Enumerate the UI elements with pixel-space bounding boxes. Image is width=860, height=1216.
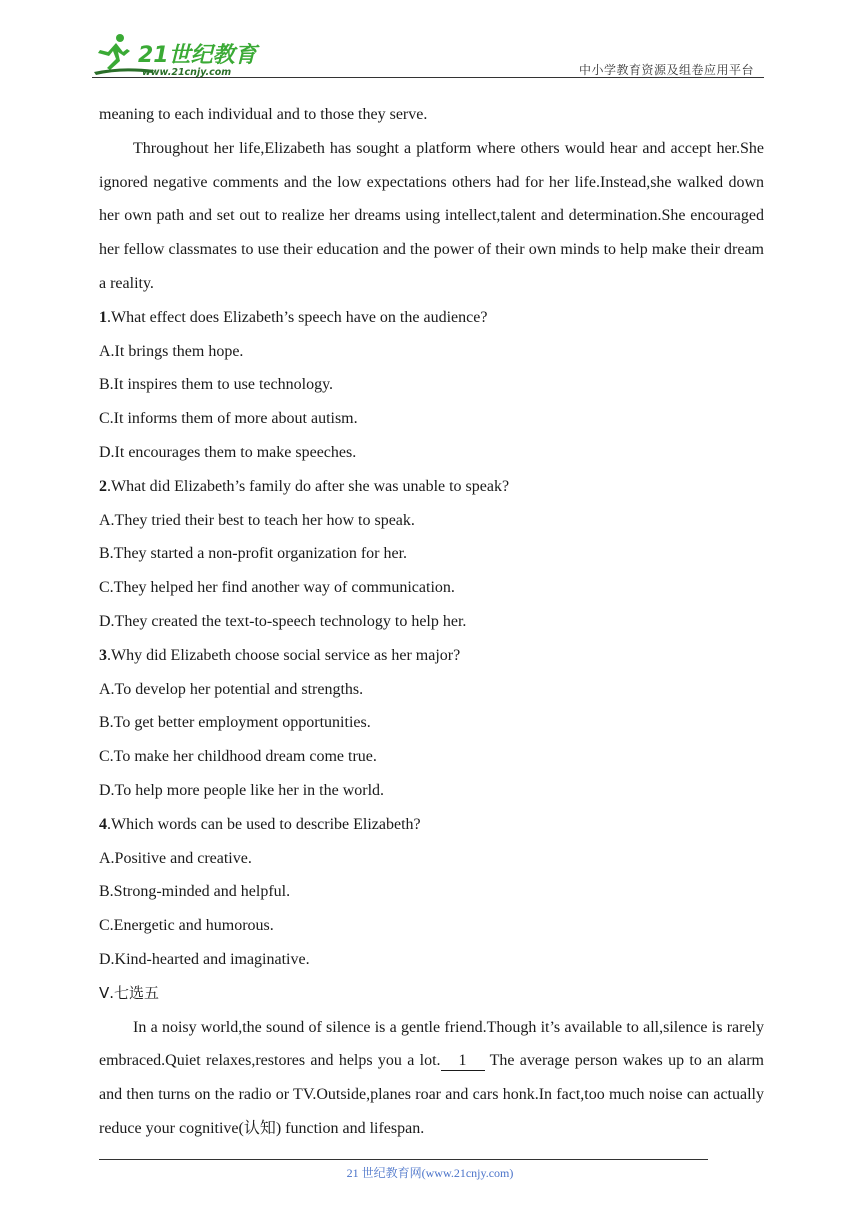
option-c: C.It informs them of more about autism. (99, 410, 358, 428)
option-b: B.It inspires them to use technology. (99, 376, 334, 394)
passage-paragraph: Throughout her life,Elizabeth has sought a platform where others would hear and accept her.She ignored negative comments and the low expectations others had for her life.Instead,she walked down her own path and set out to realize her dreams using intellect,talent and determination.She encouraged her fellow classmates to use their education and the power of their own minds to help make their dream a reality. (99, 139, 764, 292)
option-a: A.It brings them hope. (99, 342, 244, 360)
document-body (99, 98, 764, 1146)
logo-text: 21世纪教育 (138, 43, 257, 68)
passage-continuation: meaning to each individual and to those they serve. (99, 106, 428, 123)
question-text: .Which words can be used to describe Elizabeth? (107, 815, 421, 833)
question-text: .What effect does Elizabeth’s speech have on the audience? (107, 308, 488, 326)
question-number: 4 (99, 815, 107, 833)
question-stem (99, 470, 764, 504)
answer-blank: 1 (441, 1052, 485, 1071)
section-paragraph (99, 1011, 764, 1146)
paragraph-text: The average person wakes up to an alarm and then turns on the radio or TV.Outside,planes roar and cars honk.In fact,too much noise can actually reduce your cognitive(认知) function and lifespan. (99, 1052, 764, 1137)
page-footer: 21 世纪教育网(www.21cnjy.com) (346, 1166, 514, 1180)
question-number: 1 (99, 308, 107, 326)
question-number: 3 (99, 646, 107, 664)
option-d: D.Kind-hearted and imaginative. (99, 950, 310, 968)
paragraph-text: In a noisy world,the sound of silence is a gentle friend.Though it’s available to all,silence is rarely embraced.Quiet relaxes,restores and helps you a lot. (99, 1018, 764, 1070)
option-b: B.Strong-minded and helpful. (99, 883, 291, 901)
header-divider (92, 77, 764, 78)
question-text: .What did Elizabeth’s family do after she was unable to speak? (107, 477, 510, 495)
section-heading: Ⅴ.七选五 (99, 983, 160, 1002)
option-d: D.They created the text-to-speech technology to help her. (99, 612, 467, 630)
header-platform-text: 中小学教育资源及组卷应用平台 (578, 63, 754, 77)
option-b: B.They started a non-profit organization for her. (99, 545, 408, 563)
option-a: A.To develop her potential and strengths. (99, 680, 364, 698)
question-stem (99, 639, 764, 673)
footer-divider (99, 1159, 708, 1160)
question-2 (99, 470, 764, 639)
option-c: C.They helped her find another way of communication. (99, 579, 455, 597)
option-d: D.To help more people like her in the world. (99, 781, 385, 799)
option-c: C.To make her childhood dream come true. (99, 748, 377, 766)
option-b: B.To get better employment opportunities. (99, 714, 371, 732)
question-stem (99, 301, 764, 335)
page-header (92, 28, 764, 80)
question-number: 2 (99, 477, 107, 495)
question-text: .Why did Elizabeth choose social service as her major? (107, 646, 461, 664)
option-a: A.They tried their best to teach her how to speak. (99, 511, 415, 529)
site-logo[interactable] (92, 32, 262, 78)
question-stem (99, 808, 764, 842)
option-d: D.It encourages them to make speeches. (99, 443, 357, 461)
question-1 (99, 301, 764, 470)
option-c: C.Energetic and humorous. (99, 917, 274, 935)
option-a: A.Positive and creative. (99, 849, 252, 867)
logo-url: www.21cnjy.com (142, 67, 232, 78)
question-4 (99, 808, 764, 977)
question-3 (99, 639, 764, 808)
